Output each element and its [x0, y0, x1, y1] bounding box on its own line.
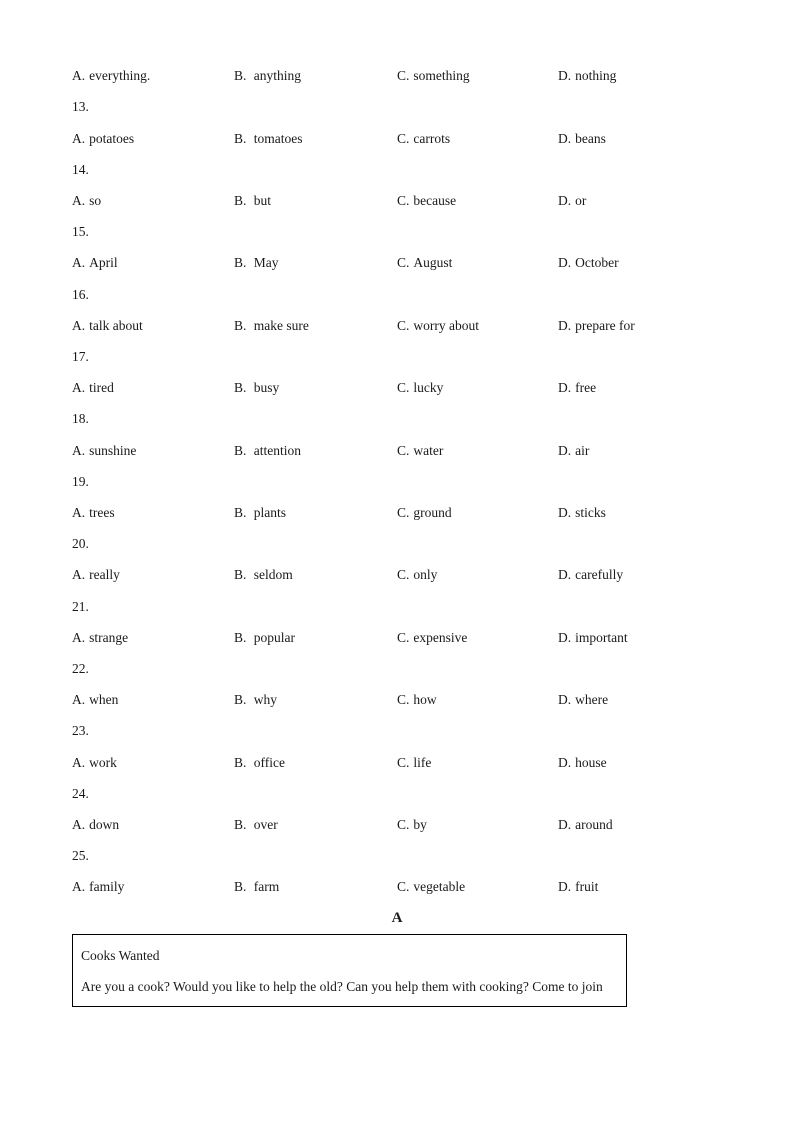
option-text: trees — [89, 505, 115, 520]
section-heading: A — [391, 910, 403, 926]
option-a — [72, 753, 117, 773]
option-text: popular — [253, 630, 296, 645]
option-d — [558, 441, 589, 461]
question-number: 17. — [72, 349, 89, 364]
option-b — [234, 253, 279, 273]
option-text: family — [89, 879, 125, 894]
option-letter: A. — [72, 318, 86, 333]
option-text: so — [89, 193, 102, 208]
option-a — [72, 503, 115, 523]
option-letter: D. — [558, 567, 572, 582]
option-letter: B. — [234, 692, 247, 707]
option-a — [72, 877, 124, 897]
option-letter: D. — [558, 131, 572, 146]
option-text: worry about — [413, 318, 479, 333]
option-c — [397, 628, 467, 648]
option-text: make sure — [253, 318, 309, 333]
option-b — [234, 690, 277, 710]
option-text: strange — [89, 630, 129, 645]
option-letter: B. — [234, 755, 247, 770]
option-text: office — [253, 755, 285, 770]
option-text: lucky — [413, 380, 444, 395]
option-letter: B. — [234, 255, 247, 270]
option-text: nothing — [575, 68, 617, 83]
option-text: water — [413, 443, 444, 458]
question-number: 20. — [72, 536, 89, 551]
option-c — [397, 316, 479, 336]
option-letter: B. — [234, 443, 247, 458]
option-text: over — [253, 817, 278, 832]
option-c — [397, 877, 465, 897]
option-text: work — [89, 755, 117, 770]
option-b — [234, 628, 295, 648]
option-c — [397, 191, 456, 211]
option-text: ground — [413, 505, 452, 520]
option-c — [397, 690, 437, 710]
option-text: tired — [89, 380, 114, 395]
question-number: 19. — [72, 474, 89, 489]
option-b — [234, 66, 301, 86]
option-a — [72, 565, 120, 585]
option-letter: D. — [558, 255, 572, 270]
option-letter: C. — [397, 193, 410, 208]
question-number: 16. — [72, 287, 89, 302]
option-d — [558, 316, 635, 336]
option-text: really — [89, 567, 120, 582]
option-text: April — [89, 255, 118, 270]
option-text: prepare for — [575, 318, 635, 333]
option-text: why — [253, 692, 278, 707]
option-b — [234, 815, 278, 835]
option-letter: D. — [558, 630, 572, 645]
option-text: potatoes — [89, 131, 135, 146]
option-c — [397, 441, 443, 461]
option-letter: C. — [397, 255, 410, 270]
option-text: expensive — [413, 630, 468, 645]
option-d — [558, 815, 613, 835]
option-letter: A. — [72, 817, 86, 832]
option-text: busy — [253, 380, 280, 395]
option-letter: B. — [234, 505, 247, 520]
question-number: 13. — [72, 99, 89, 114]
option-text: or — [575, 193, 587, 208]
advertisement-box — [72, 934, 627, 1007]
option-letter: C. — [397, 505, 410, 520]
option-text: sunshine — [89, 443, 137, 458]
option-a — [72, 628, 128, 648]
option-text: down — [89, 817, 120, 832]
option-letter: C. — [397, 567, 410, 582]
option-letter: C. — [397, 443, 410, 458]
option-letter: C. — [397, 68, 410, 83]
option-letter: B. — [234, 630, 247, 645]
option-text: but — [253, 193, 272, 208]
option-c — [397, 66, 470, 86]
option-b — [234, 503, 286, 523]
option-d — [558, 877, 598, 897]
question-number: 25. — [72, 848, 89, 863]
question-number: 18. — [72, 411, 89, 426]
option-text: house — [575, 755, 607, 770]
option-letter: C. — [397, 817, 410, 832]
ad-text: Are you a cook? Would you like to help the old? Can you help them with cooking? Come to join — [81, 979, 603, 994]
question-number: 14. — [72, 162, 89, 177]
option-d — [558, 628, 628, 648]
option-c — [397, 753, 431, 773]
question-number: 22. — [72, 661, 89, 676]
option-text: October — [575, 255, 619, 270]
option-a — [72, 815, 119, 835]
option-text: farm — [253, 879, 280, 894]
option-letter: D. — [558, 879, 572, 894]
option-text: August — [413, 255, 453, 270]
option-letter: A. — [72, 755, 86, 770]
option-letter: C. — [397, 318, 410, 333]
question-number: 21. — [72, 599, 89, 614]
option-letter: D. — [558, 68, 572, 83]
option-letter: D. — [558, 692, 572, 707]
option-text: vegetable — [413, 879, 466, 894]
option-text: free — [575, 380, 597, 395]
option-text: everything. — [89, 68, 151, 83]
option-c — [397, 253, 452, 273]
option-a — [72, 66, 150, 86]
option-letter: B. — [234, 817, 247, 832]
option-b — [234, 316, 309, 336]
option-a — [72, 253, 118, 273]
option-letter: B. — [234, 380, 247, 395]
option-text: sticks — [575, 505, 606, 520]
option-text: how — [413, 692, 437, 707]
option-d — [558, 129, 606, 149]
option-text: carefully — [575, 567, 624, 582]
option-a — [72, 378, 114, 398]
option-text: life — [413, 755, 432, 770]
option-d — [558, 191, 586, 211]
option-letter: C. — [397, 692, 410, 707]
option-text: air — [575, 443, 590, 458]
option-letter: A. — [72, 443, 86, 458]
option-letter: B. — [234, 318, 247, 333]
option-letter: B. — [234, 68, 247, 83]
option-letter: A. — [72, 879, 86, 894]
option-letter: D. — [558, 505, 572, 520]
option-text: something — [413, 68, 470, 83]
option-b — [234, 877, 279, 897]
option-text: May — [253, 255, 279, 270]
option-c — [397, 565, 437, 585]
option-letter: C. — [397, 380, 410, 395]
option-text: only — [413, 567, 438, 582]
option-letter: C. — [397, 131, 410, 146]
option-letter: C. — [397, 879, 410, 894]
option-b — [234, 191, 271, 211]
option-letter: A. — [72, 692, 86, 707]
option-b — [234, 565, 293, 585]
option-text: where — [575, 692, 609, 707]
option-letter: C. — [397, 755, 410, 770]
option-letter: D. — [558, 755, 572, 770]
option-b — [234, 753, 285, 773]
option-letter: A. — [72, 567, 86, 582]
option-letter: A. — [72, 630, 86, 645]
option-letter: A. — [72, 193, 86, 208]
option-text: talk about — [89, 318, 143, 333]
option-a — [72, 191, 101, 211]
option-text: anything — [253, 68, 302, 83]
option-a — [72, 316, 143, 336]
option-text: when — [89, 692, 119, 707]
ad-title: Cooks Wanted — [81, 948, 160, 963]
option-a — [72, 690, 118, 710]
question-number: 24. — [72, 786, 89, 801]
option-letter: A. — [72, 131, 86, 146]
option-d — [558, 503, 606, 523]
option-d — [558, 378, 596, 398]
option-c — [397, 129, 450, 149]
option-text: tomatoes — [253, 131, 303, 146]
option-letter: D. — [558, 817, 572, 832]
option-text: carrots — [413, 131, 451, 146]
option-d — [558, 565, 623, 585]
option-text: attention — [253, 443, 302, 458]
option-b — [234, 129, 303, 149]
option-letter: B. — [234, 567, 247, 582]
option-text: fruit — [575, 879, 599, 894]
option-a — [72, 129, 134, 149]
question-number: 15. — [72, 224, 89, 239]
option-text: plants — [253, 505, 287, 520]
option-d — [558, 690, 608, 710]
option-b — [234, 441, 301, 461]
option-b — [234, 378, 279, 398]
option-a — [72, 441, 136, 461]
option-letter: C. — [397, 630, 410, 645]
option-text: by — [413, 817, 427, 832]
option-letter: A. — [72, 505, 86, 520]
option-letter: B. — [234, 131, 247, 146]
option-text: seldom — [253, 567, 293, 582]
option-d — [558, 66, 616, 86]
option-text: important — [575, 630, 628, 645]
option-d — [558, 753, 607, 773]
option-d — [558, 253, 619, 273]
option-letter: A. — [72, 255, 86, 270]
option-text: because — [413, 193, 457, 208]
option-letter: D. — [558, 193, 572, 208]
option-letter: B. — [234, 193, 247, 208]
option-text: around — [575, 817, 613, 832]
option-c — [397, 503, 452, 523]
question-number: 23. — [72, 723, 89, 738]
option-text: beans — [575, 131, 606, 146]
option-c — [397, 815, 427, 835]
option-letter: D. — [558, 318, 572, 333]
option-letter: A. — [72, 380, 86, 395]
option-letter: D. — [558, 443, 572, 458]
option-letter: B. — [234, 879, 247, 894]
option-c — [397, 378, 443, 398]
option-letter: D. — [558, 380, 572, 395]
option-letter: A. — [72, 68, 86, 83]
